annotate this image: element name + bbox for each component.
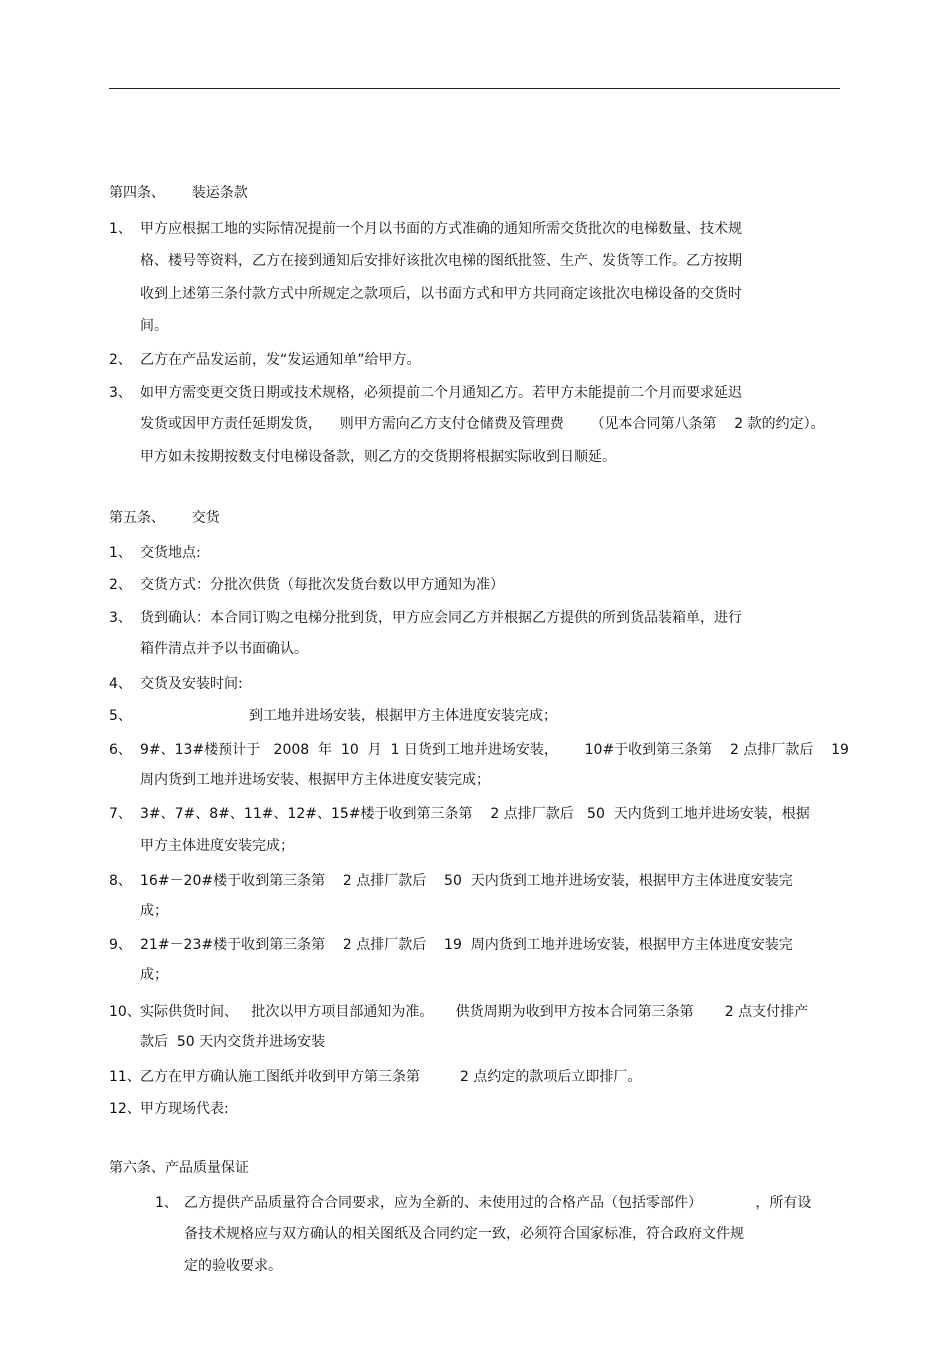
art5-item-9-line-1: 21#－23#楼于收到第三条第 2 点排厂款后 19 周内货到工地并进场安装，根据甲方主体进度安装完: [140, 937, 793, 953]
art6-item-1-line-3: 定的验收要求。: [184, 1258, 282, 1274]
art5-item-6-line-1: 9#、13#楼预计于 2008 年 10 月 1 日货到工地并进场安装， 10#于收到第三条第 2 点排厂款后 19: [140, 742, 849, 758]
art5-item-3-number: 3、: [109, 610, 132, 626]
art5-item-4-line-1: 交货及安装时间:: [140, 676, 243, 692]
art5-item-9-number: 9、: [109, 937, 132, 953]
article-4-heading: 第四条、 装运条款: [109, 185, 248, 201]
art5-item-3-line-1: 货到确认：本合同订购之电梯分批到货，甲方应会同乙方并根据乙方提供的所到货品装箱单，进行: [140, 610, 742, 626]
art5-item-4-number: 4、: [109, 676, 132, 692]
art5-item-8-line-2: 成；: [140, 903, 168, 919]
art5-item-12-line-1: 甲方现场代表:: [140, 1101, 229, 1117]
art4-item-1-line-2: 格、楼号等资料，乙方在接到通知后安排好该批次电梯的图纸批签、生产、发货等工作。乙方按期: [140, 253, 742, 269]
art4-item-3-line-1: 如甲方需变更交货日期或技术规格，必须提前二个月通知乙方。若甲方未能提前二个月而要求延迟: [140, 385, 742, 401]
art4-item-1-line-3: 收到上述第三条付款方式中所规定之款项后，以书面方式和甲方共同商定该批次电梯设备的交货时: [140, 286, 742, 302]
art5-item-7-number: 7、: [109, 806, 132, 822]
art5-item-6-number: 6、: [109, 742, 132, 758]
art5-item-11-number: 11、: [109, 1069, 141, 1085]
art4-item-1-number: 1、: [109, 221, 132, 237]
art5-item-9-line-2: 成；: [140, 967, 168, 983]
art5-item-8-number: 8、: [109, 873, 132, 889]
art5-item-12-number: 12、: [109, 1101, 141, 1117]
art5-item-1-number: 1、: [109, 545, 132, 561]
art4-item-2-line-1: 乙方在产品发运前，发“发运通知单”给甲方。: [140, 352, 421, 368]
art5-item-8-line-1: 16#－20#楼于收到第三条第 2 点排厂款后 50 天内货到工地并进场安装，根据甲方主体进度安装完: [140, 873, 793, 889]
art5-item-1-line-1: 交货地点:: [140, 545, 201, 561]
art5-item-10-number: 10、: [109, 1004, 141, 1020]
art4-item-3-line-2: 发货或因甲方责任延期发货， 则甲方需向乙方支付仓储费及管理费 （见本合同第八条第 2 款的约定）。: [140, 416, 825, 432]
art4-item-3-number: 3、: [109, 385, 132, 401]
art5-item-5-line-1: 到工地并进场安装，根据甲方主体进度安装完成；: [249, 708, 557, 724]
art4-item-1-line-1: 甲方应根据工地的实际情况提前一个月以书面的方式准确的通知所需交货批次的电梯数量、技术规: [140, 221, 742, 237]
art4-item-3-line-3: 甲方如未按期按数支付电梯设备款，则乙方的交货期将根据实际收到日顺延。: [140, 449, 616, 465]
art5-item-7-line-2: 甲方主体进度安装完成；: [140, 838, 294, 854]
art5-item-2-line-1: 交货方式：分批次供货（每批次发货台数以甲方通知为准）: [140, 577, 504, 593]
art5-item-7-line-1: 3#、7#、8#、11#、12#、15#楼于收到第三条第 2 点排厂款后 50 天内货到工地并进场安装，根据: [140, 806, 810, 822]
art5-item-2-number: 2、: [109, 577, 132, 593]
header-rule: [109, 88, 840, 89]
art6-item-1-line-1: 乙方提供产品质量符合合同要求，应为全新的、未使用过的合格产品（包括零部件） ，所有设: [184, 1195, 812, 1211]
art4-item-2-number: 2、: [109, 352, 132, 368]
art5-item-3-line-2: 箱件清点并予以书面确认。: [140, 641, 308, 657]
art5-item-10-line-1: 实际供货时间、 批次以甲方项目部通知为准。 供货周期为收到甲方按本合同第三条第 2 点支付排产: [140, 1004, 809, 1020]
art5-item-10-line-2: 款后 50 天内交货并进场安装: [140, 1034, 326, 1050]
art6-item-1-line-2: 备技术规格应与双方确认的相关图纸及合同约定一致，必须符合国家标准，符合政府文件规: [184, 1226, 744, 1242]
art5-item-5-number: 5、: [109, 708, 132, 724]
art4-item-1-line-4: 间。: [140, 318, 168, 334]
art6-item-1-number: 1、: [155, 1195, 178, 1211]
article-6-heading: 第六条、产品质量保证: [109, 1160, 249, 1176]
art5-item-6-line-2: 周内货到工地并进场安装、根据甲方主体进度安装完成；: [140, 772, 490, 788]
art5-item-11-line-1: 乙方在甲方确认施工图纸并收到甲方第三条第 2 点约定的款项后立即排厂。: [140, 1069, 642, 1085]
article-5-heading: 第五条、 交货: [109, 510, 220, 526]
